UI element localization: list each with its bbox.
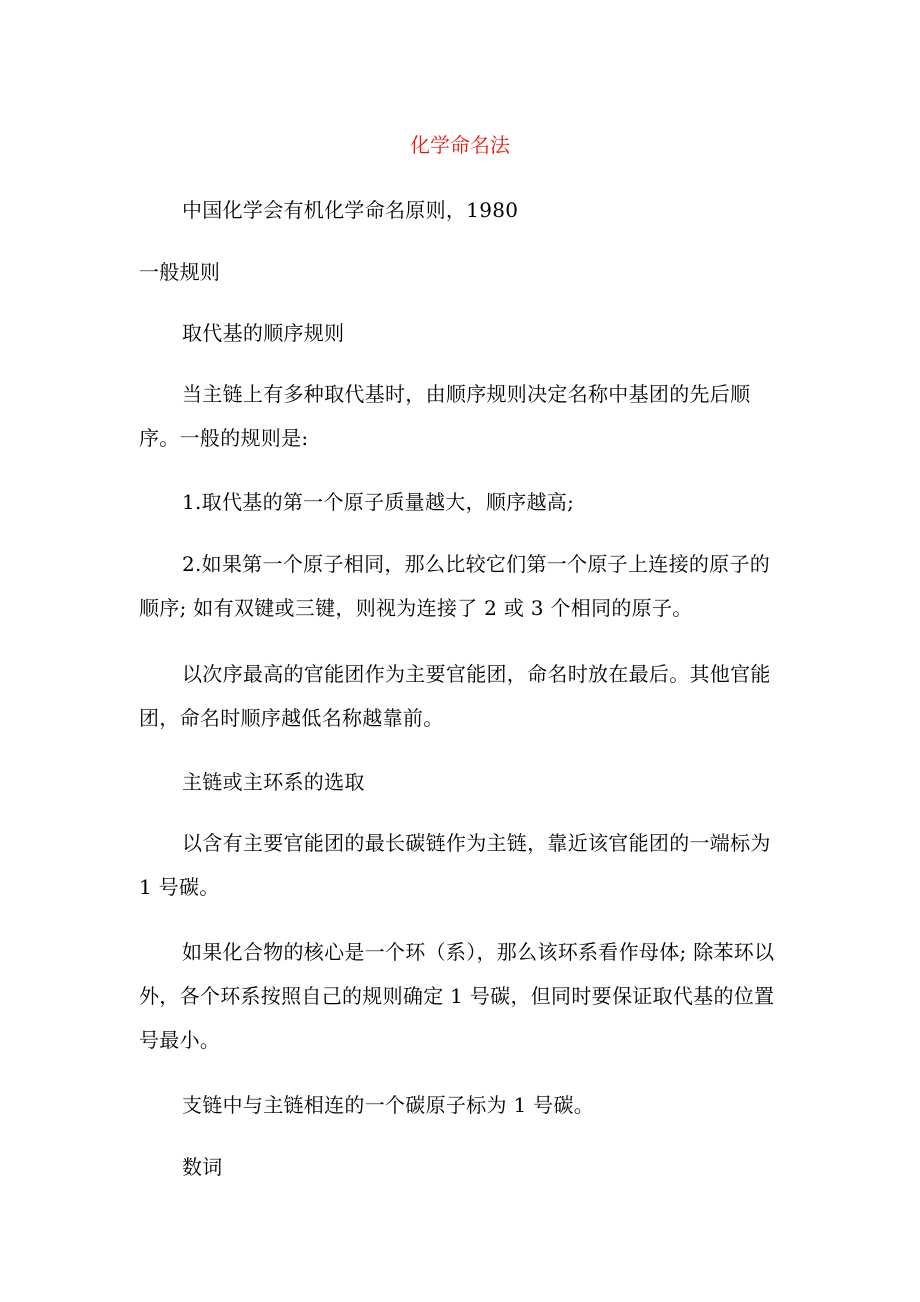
heading-substituent-order: 取代基的顺序规则 xyxy=(182,321,345,345)
heading-numerals: 数词 xyxy=(182,1155,223,1179)
paragraph-ring-system: 如果化合物的核心是一个环（系），那么该环系看作母体; 除苯环以外，各个环系按照自己的规则确定 1 号碳，但同时要保证取代基的位置号最小。 xyxy=(139,940,775,1052)
heading-main-chain: 主链或主环系的选取 xyxy=(182,770,365,794)
paragraph-rule-1: 1.取代基的第一个原子质量越大，顺序越高; xyxy=(182,490,575,514)
document-title: 化学命名法 xyxy=(410,133,510,157)
paragraph-main-chain: 以含有主要官能团的最长碳链作为主链，靠近该官能团的一端标为 1 号碳。 xyxy=(139,831,771,899)
paragraph-branch-chain: 支链中与主链相连的一个碳原子标为 1 号碳。 xyxy=(182,1093,595,1117)
paragraph-source: 中国化学会有机化学命名原则，1980 xyxy=(182,198,519,222)
paragraph-main-group: 以次序最高的官能团作为主要官能团，命名时放在最后。其他官能团，命名时顺序越低名称越靠前。 xyxy=(139,662,771,730)
heading-general-rules: 一般规则 xyxy=(139,260,221,284)
paragraph-order-intro: 当主链上有多种取代基时，由顺序规则决定名称中基团的先后顺序。一般的规则是: xyxy=(139,382,751,450)
paragraph-rule-2: 2.如果第一个原子相同，那么比较它们第一个原子上连接的原子的顺序; 如有双键或三键，则视为连接了 2 或 3 个相同的原子。 xyxy=(139,552,771,620)
